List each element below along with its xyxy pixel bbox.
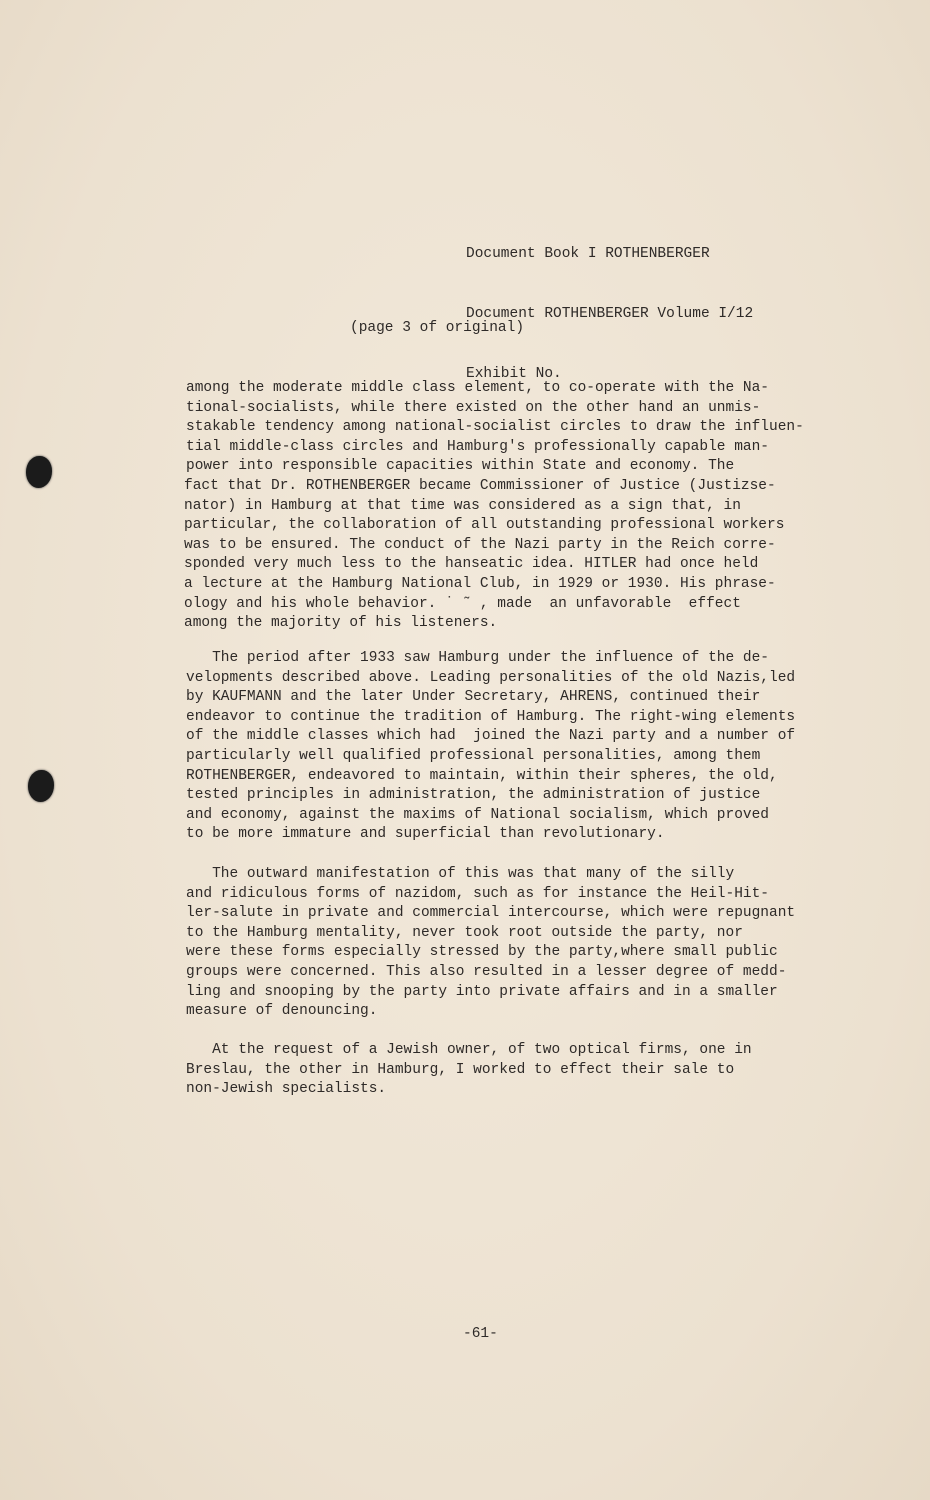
punch-hole	[28, 770, 54, 802]
text-line: The period after 1933 saw Hamburg under the influence of the de-	[186, 650, 769, 666]
text-line: by KAUFMANN and the later Under Secretary, AHRENS, continued their	[186, 689, 761, 706]
text-line: groups were concerned. This also resulted in a lesser degree of medd-	[186, 964, 787, 980]
text-line: of the middle classes which had joined the Nazi party and a number of	[186, 728, 796, 745]
text-line: non-Jewish specialists.	[186, 1081, 387, 1098]
header-book-line: Document Book I ROTHENBERGER	[466, 246, 710, 262]
text-line: was to be ensured. The conduct of the Nazi party in the Reich corre-	[184, 536, 776, 553]
text-line: tested principles in administration, the administration of justice	[186, 787, 761, 804]
text-line: power into responsible capacities within State and economy. The	[186, 458, 735, 475]
text-line: to be more immature and superficial than revolutionary.	[186, 826, 665, 843]
text-line: to the Hamburg mentality, never took root outside the party, nor	[186, 924, 743, 941]
text-line: Breslau, the other in Hamburg, I worked to effect their sale to	[186, 1061, 735, 1078]
header-exhibit-line: Exhibit No.	[466, 366, 562, 382]
text-line: ling and snooping by the party into private affairs and in a smaller	[186, 983, 778, 1000]
text-line: stakable tendency among national-socialist circles to draw the influen-	[186, 419, 804, 436]
punch-hole	[26, 456, 52, 488]
text-line: velopments described above. Leading personalities of the old Nazis,led	[186, 669, 796, 686]
text-line: The outward manifestation of this was that many of the silly	[186, 866, 735, 882]
text-line: nator) in Hamburg at that time was considered as a sign that, in	[184, 497, 741, 514]
text-line: were these forms especially stressed by the party,where small public	[186, 944, 778, 961]
text-line: and economy, against the maxims of National socialism, which proved	[186, 806, 769, 823]
text-line: endeavor to continue the tradition of Hamburg. The right-wing elements	[186, 708, 796, 725]
original-page-reference: (page 3 of original)	[350, 320, 525, 336]
text-line: among the majority of his listeners.	[184, 615, 498, 632]
text-line: and ridiculous forms of nazidom, such as for instance the Heil-Hit-	[186, 885, 769, 902]
text-line: a lecture at the Hamburg National Club, in 1929 or 1930. His phrase-	[184, 576, 776, 592]
text-line: At the request of a Jewish owner, of two optical firms, one in	[186, 1042, 752, 1058]
text-line: ology and his whole behavior. ˙ ˜ , made an unfavorable effect	[184, 595, 741, 612]
text-line: ler-salute in private and commercial intercourse, which were repugnant	[186, 905, 796, 922]
text-line: ROTHENBERGER, endeavored to maintain, within their spheres, the old,	[186, 767, 778, 784]
text-line: among the moderate middle class element, to co-operate with the Na-	[186, 380, 769, 396]
text-line: fact that Dr. ROTHENBERGER became Commissioner of Justice (Justizse-	[184, 478, 776, 494]
text-line: sponded very much less to the hanseatic idea. HITLER had once held	[184, 556, 759, 573]
text-line: tial middle-class circles and Hamburg's professionally capable man-	[186, 438, 769, 455]
header-volume-line: Document ROTHENBERGER Volume I/12	[466, 306, 754, 322]
text-line: particularly well qualified professional personalities, among them	[186, 748, 761, 764]
text-line: measure of denouncing.	[186, 1003, 378, 1020]
text-line: tional-socialists, while there existed on the other hand an unmis-	[186, 399, 761, 416]
page-number: -61-	[463, 1326, 498, 1342]
text-line: particular, the collaboration of all outstanding professional workers	[184, 517, 785, 534]
